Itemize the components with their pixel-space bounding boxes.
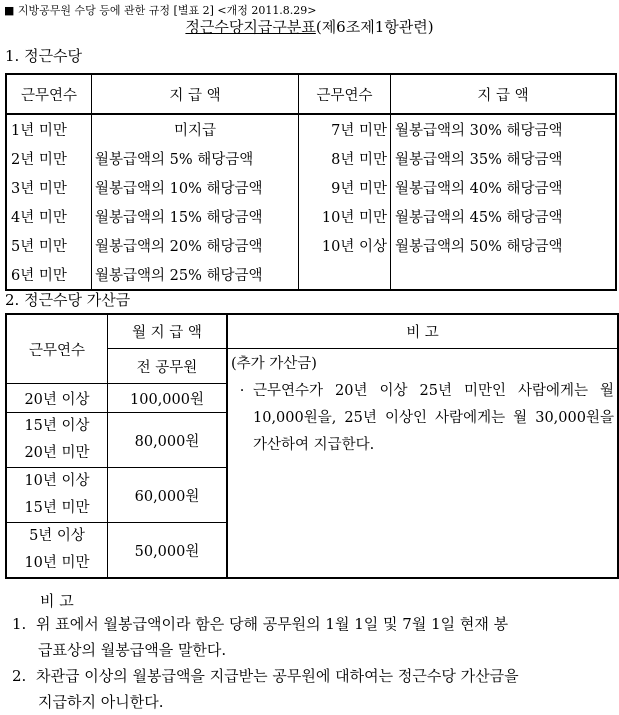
note-item (12, 611, 612, 663)
remark-text: 근무연수가 20년 이상 25년 미만인 사람에게는 월 10,000원을, 25년 이상인 사람에게는 월 30,000원을 가산하여 지급한다. (253, 383, 614, 453)
amount-cell: 월봉급액의 10% 해당금액 (92, 173, 299, 202)
table-row (6, 144, 616, 173)
years-cell: 5년 미만 (6, 231, 92, 260)
amount-cell: 월봉급액의 40% 해당금액 (391, 173, 617, 202)
table-row (6, 114, 616, 144)
years-from: 5년 이상 (29, 528, 85, 544)
amount-cell: 월봉급액의 35% 해당금액 (391, 144, 617, 173)
amount-cell: 월봉급액의 30% 해당금액 (391, 114, 617, 144)
amount-cell (391, 260, 617, 290)
section1-heading: 1. 정근수당 (5, 47, 83, 65)
amount-cell: 60,000원 (108, 468, 228, 523)
years-cell: 7년 미만 (299, 114, 391, 144)
note-item (12, 663, 612, 715)
header-amount: 지 급 액 (92, 74, 299, 114)
table-row (6, 260, 616, 290)
years-cell: 9년 미만 (299, 173, 391, 202)
square-marker-icon: ■ (4, 4, 15, 17)
remarks-cell (227, 349, 618, 579)
section2-heading: 2. 정근수당 가산금 (5, 291, 131, 309)
header-years: 근무연수 (299, 74, 391, 114)
years-cell: 4년 미만 (6, 202, 92, 231)
amount-cell: 미지급 (92, 114, 299, 144)
header-all-officials: 전 공무원 (108, 349, 228, 384)
page-title (0, 16, 619, 37)
years-cell (6, 413, 108, 468)
years-to: 20년 미만 (24, 445, 90, 461)
note-text: 위 표에서 월봉급액이라 함은 당해 공무원의 1월 1일 및 7월 1일 현재 봉 (36, 615, 509, 633)
amount-cell: 월봉급액의 50% 해당금액 (391, 231, 617, 260)
note-number: 2. (12, 667, 27, 685)
years-from: 10년 이상 (24, 473, 90, 489)
title-article-ref: (제6조제1항관련) (315, 18, 434, 36)
note-text-continued: 급표상의 월봉급액을 말한다. (38, 641, 227, 659)
years-cell: 10년 미만 (299, 202, 391, 231)
header-remarks: 비 고 (227, 314, 618, 349)
years-cell (299, 260, 391, 290)
amount-cell: 월봉급액의 5% 해당금액 (92, 144, 299, 173)
remark-title: (추가 가산금) (231, 356, 317, 372)
bullet-icon: · (239, 383, 245, 399)
note-text: 차관급 이상의 월봉급액을 지급받는 공무원에 대하여는 정근수당 가산금을 (36, 667, 519, 685)
amount-cell: 100,000원 (108, 384, 228, 413)
years-to: 10년 미만 (24, 555, 90, 571)
years-cell: 2년 미만 (6, 144, 92, 173)
header-amount: 지 급 액 (391, 74, 617, 114)
amount-cell: 월봉급액의 15% 해당금액 (92, 202, 299, 231)
base-allowance-table (5, 73, 617, 291)
header-years: 근무연수 (6, 74, 92, 114)
table-row (6, 173, 616, 202)
years-cell (6, 523, 108, 579)
years-to: 15년 미만 (24, 500, 90, 516)
notes-heading: 비 고 (40, 592, 74, 610)
note-number: 1. (12, 615, 27, 633)
bonus-allowance-table (5, 313, 619, 579)
years-from: 15년 이상 (24, 418, 90, 434)
years-cell: 1년 미만 (6, 114, 92, 144)
years-cell: 8년 미만 (299, 144, 391, 173)
note-text-continued: 지급하지 아니한다. (38, 693, 164, 711)
years-cell (6, 468, 108, 523)
years-cell: 10년 이상 (299, 231, 391, 260)
header-monthly-amount: 월 지 급 액 (108, 314, 228, 349)
title-main: 정근수당지급구분표 (185, 18, 316, 36)
amount-cell: 월봉급액의 20% 해당금액 (92, 231, 299, 260)
years-cell: 3년 미만 (6, 173, 92, 202)
amount-cell: 월봉급액의 45% 해당금액 (391, 202, 617, 231)
regulation-reference: 지방공무원 수당 등에 관한 규정 [별표 2] <개정 2011.8.29> (17, 4, 317, 17)
years-cell: 6년 미만 (6, 260, 92, 290)
amount-cell: 50,000원 (108, 523, 228, 579)
amount-cell: 월봉급액의 25% 해당금액 (92, 260, 299, 290)
table-header-row (6, 74, 616, 114)
header-years: 근무연수 (6, 314, 108, 384)
table-header-row (6, 314, 618, 349)
table-row (6, 231, 616, 260)
table-row (6, 202, 616, 231)
remark-item (231, 378, 614, 459)
years-cell: 20년 이상 (6, 384, 108, 413)
amount-cell: 80,000원 (108, 413, 228, 468)
